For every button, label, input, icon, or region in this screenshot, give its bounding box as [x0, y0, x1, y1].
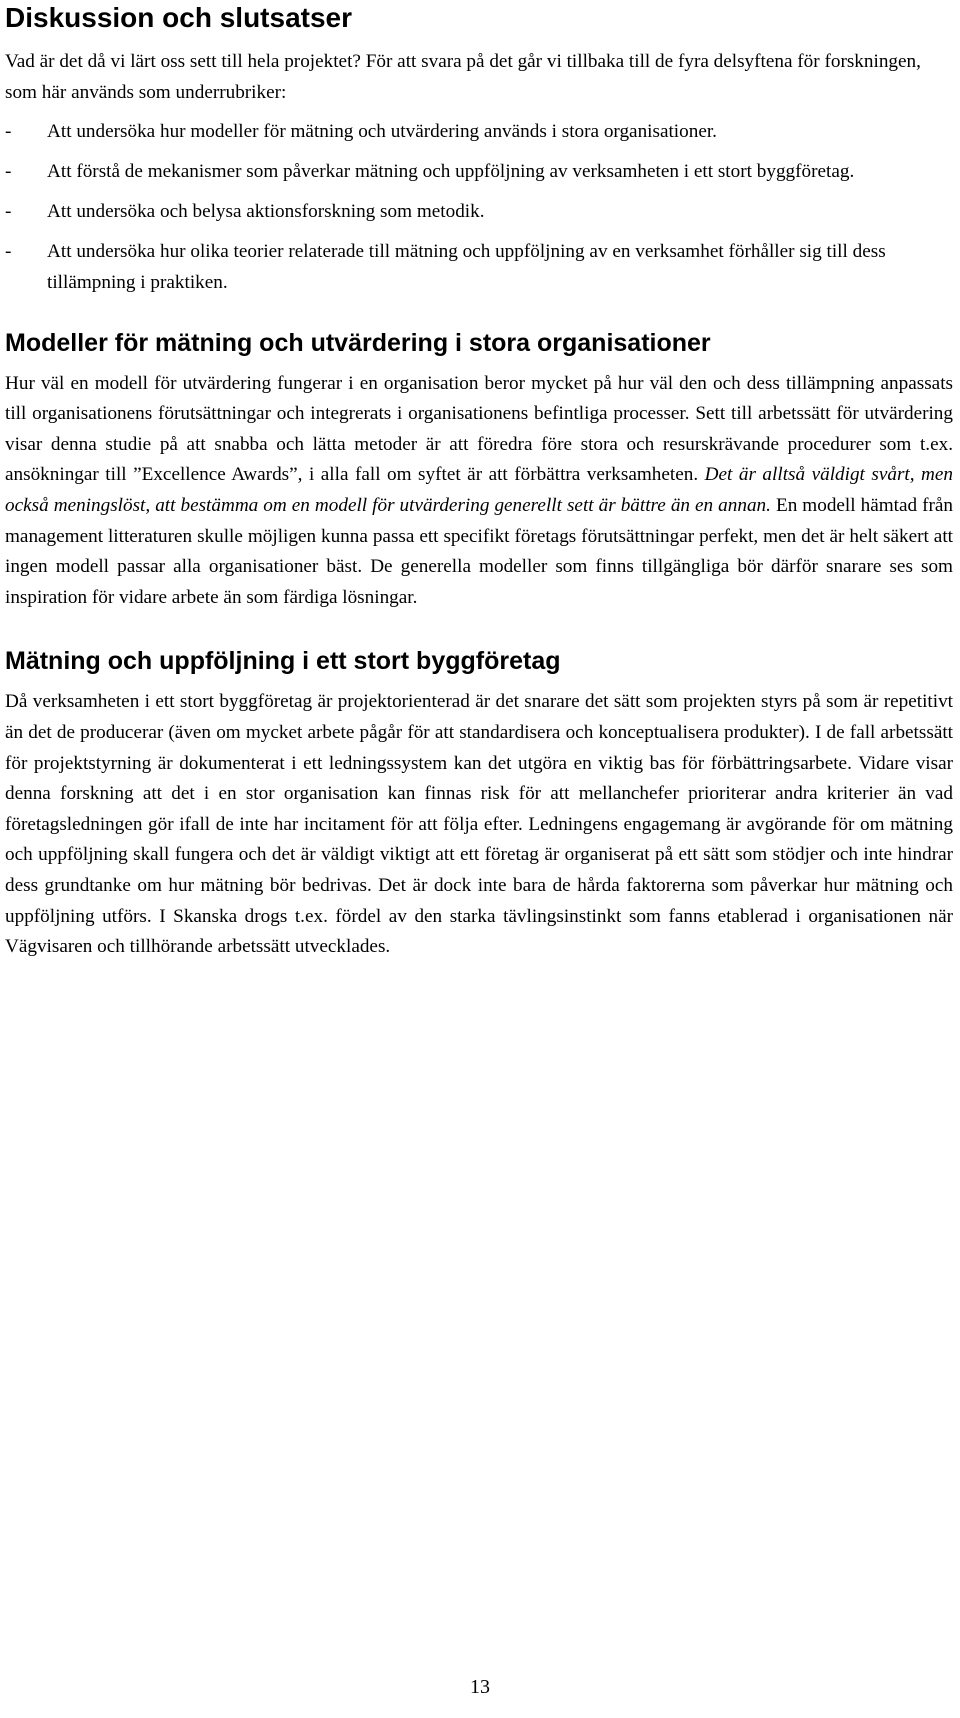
page-number: 13 — [470, 1676, 490, 1698]
list-marker: - — [5, 121, 12, 143]
page-content — [5, 0, 953, 963]
section-heading-models: Modeller för mätning och utvärdering i stora organisationer — [5, 328, 711, 357]
list-item — [5, 117, 953, 148]
aims-list — [5, 117, 953, 298]
list-item-text: Att undersöka och belysa aktionsforskning som metodik. — [47, 201, 485, 223]
paragraph-text: En modell hämtad från management litteraturen skulle möjligen kunna passa ett specifikt företags förutsättningar perfekt, men det är helt säkert att ingen modell passar alla organisationer bäst. De generella modeller som finns tillgängliga bör därför snarare ses som inspiration för vidare arbete än som färdiga lösningar. — [5, 495, 953, 608]
main-heading: Diskussion och slutsatser — [5, 2, 353, 33]
italic-emphasis: Det är alltså väldigt svårt, men också meningslöst, att bestämma om en modell för utvärdering generellt sett är bättre än en annan. — [5, 464, 954, 517]
paragraph-text: Hur väl en modell för utvärdering fungerar i en organisation beror mycket på hur väl den och dess tillämpning anpassats till organisationens förutsättningar och integrerats i organisationens befintliga processer. Sett till arbetssätt för utvärdering visar denna studie på att snabba och lätta metoder är att föredra före stora och resurskrävande procedurer som t.ex. ansökningar till ”Excellence Awards”, i alla fall om syftet är att förbättra verksamheten. — [5, 372, 953, 486]
section-paragraph-construction: Då verksamheten i ett stort byggföretag är projektorienterad är det snarare det sätt som projekten styrs på som är repetitivt än det de producerar (även om mycket arbete pågår för att standardisera och konceptualisera produkter). I de fall arbetssätt för projektstyrning är dokumenterat i ett ledningssystem kan det utgöra en viktig bas för förbättringsarbete. Vidare visar denna forskning att det i en stor organisation kan finnas risk för att mellanchefer prioriterar andra kriterier än vad företagsledningen gör ifall de inte har incitament för att följa efter. Ledningens engagemang är avgörande för om mätning och uppföljning skall fungera och det är väldigt viktigt att ett företag är organiserat på ett sätt som stödjer och inte hindrar dess grundtanke om hur mätning bör bedrivas. Det är dock inte bara de hårda faktorerna som påverkar hur mätning och uppföljning utförs. I Skanska drogs t.ex. fördel av den starka tävlingsinstinkt som fanns etablerad i organisationen när Vägvisaren och tillhörande arbetssätt utvecklades. — [5, 691, 953, 958]
list-item-text: Att undersöka hur olika teorier relaterade till mätning och uppföljning av en verksamhet förhåller sig till dess tillämpning i praktiken. — [47, 241, 886, 294]
list-item — [5, 237, 953, 298]
list-item — [5, 197, 953, 228]
list-item-text: Att förstå de mekanismer som påverkar mätning och uppföljning av verksamheten i ett stort byggföretag. — [47, 161, 855, 183]
list-marker: - — [5, 241, 12, 263]
list-marker: - — [5, 201, 12, 223]
section-heading-construction: Mätning och uppföljning i ett stort byggföretag — [5, 647, 561, 676]
section-paragraph-models — [5, 369, 953, 614]
intro-paragraph: Vad är det då vi lärt oss sett till hela projektet? För att svara på det går vi tillbaka till de fyra delsyftena för forskningen, som här används som underrubriker: — [5, 51, 921, 103]
list-marker: - — [5, 161, 12, 183]
list-item — [5, 157, 953, 188]
list-item-text: Att undersöka hur modeller för mätning och utvärdering används i stora organisationer. — [47, 121, 717, 143]
